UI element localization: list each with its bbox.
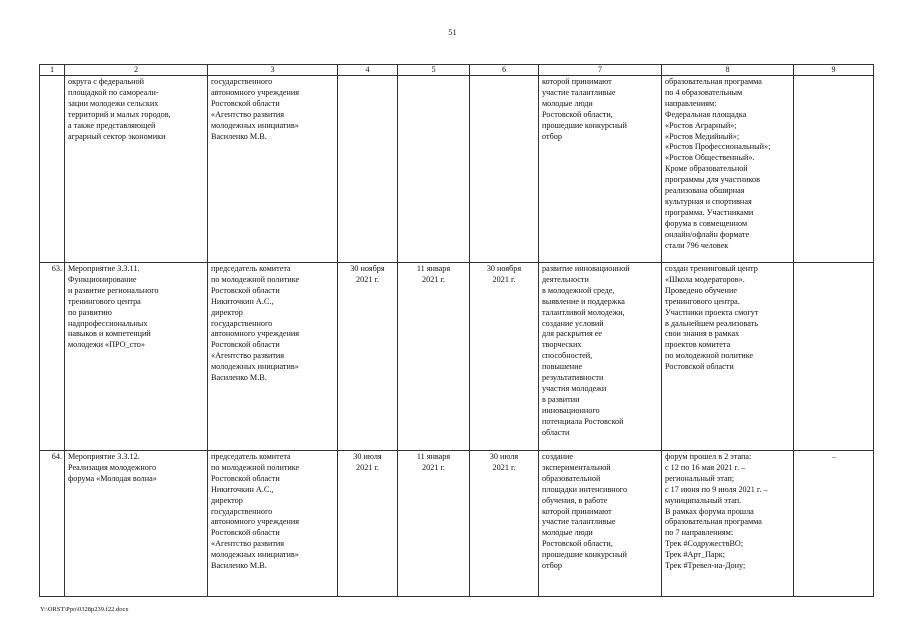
note: – [794,451,874,597]
note [794,263,874,451]
actual-start-date: 11 января 2021 г. [398,263,470,451]
actual-end-date: 30 ноября 2021 г. [470,263,539,451]
responsible-executor: государственного автономного учреждения Ростовской области «Агентство развития молодежных инициатив» Василенко М.В. [208,76,338,263]
file-path-footer: Y:\ORST\Ppo\0328p239.f22.docx [40,606,129,613]
planned-result: развитие инновационной деятельности в молодежной среде, выявление и поддержка талантливой молодежи, создание условий для раскрытия ее творческих способностей, повышение результативности участия молодежи в развитии инновационного потенциала Ростовской области [539,263,662,451]
header-col-5: 5 [398,65,470,76]
header-col-6: 6 [470,65,539,76]
responsible-executor: председатель комитета по молодежной политике Ростовской области Никиточкин А.С., директор государственного автономного учреждения Ростовской области «Агентство развития молодежных инициатив» Василенко М.В. [208,263,338,451]
actual-start-date: 11 января 2021 г. [398,451,470,597]
activity-name: Мероприятие 3.3.12. Реализация молодежного форума «Молодая волна» [65,451,208,597]
planned-result: которой принимают участие талантливые молодые люди Ростовской области, прошедшие конкурсный отбор [539,76,662,263]
planned-date: 30 июля 2021 г. [338,451,398,597]
table-row [40,263,874,451]
row-number: 64. [40,451,65,597]
planned-date [338,76,398,263]
row-number: 63. [40,263,65,451]
header-col-3: 3 [208,65,338,76]
row-number [40,76,65,263]
planned-result: создание экспериментальной образовательной площадки интенсивного обучения, в работе которой принимают участие талантливые молодые люди Ростовской области, прошедшие конкурсный отбор [539,451,662,597]
actual-start-date [398,76,470,263]
activity-name: Мероприятие 3.3.11. Функционирование и развитие регионального тренингового центра по развитию надпрофессиональных навыков и компетенций молодежи «ПРО_сто» [65,263,208,451]
header-col-7: 7 [539,65,662,76]
table-row [40,76,874,263]
page-number: 51 [448,27,457,37]
achieved-result: образовательная программа по 4 образовательным направлениям: Федеральная площадка «Ростов Аграрный»; «Ростов Медийный»; «Ростов Профессиональный»; «Ростов Общественный». Кроме образовательной программы для участников реализована обширная культурная и спортивная программа. Участниками форума в совмещенном онлайн/офлайн формате стали 796 человек [662,76,794,263]
note [794,76,874,263]
actual-end-date [470,76,539,263]
planned-date: 30 ноября 2021 г. [338,263,398,451]
header-col-2: 2 [65,65,208,76]
header-col-8: 8 [662,65,794,76]
achieved-result: форум прошел в 2 этапа: с 12 по 16 мая 2021 г. – региональный этап; с 17 июня по 9 июля 2021 г. – муниципальный этап. В рамках форума прошла образовательная программа по 7 направлениям: Трек #СодружествВО; Трек #Арт_Парк; Трек #Тревел-на-Дону; [662,451,794,597]
header-row [40,65,874,76]
report-table [39,64,874,597]
achieved-result: создан тренинговый центр «Школа модераторов». Проведено обучение тренингового центра. Участники проекта смогут в дальнейшем реализовать свои знания в рамках проектов комитета по молодежной политике Ростовской области [662,263,794,451]
responsible-executor: председатель комитета по молодежной политике Ростовской области Никиточкин А.С., директор государственного автономного учреждения Ростовской области «Агентство развития молодежных инициатив» Василенко М.В. [208,451,338,597]
header-col-1: 1 [40,65,65,76]
table-row [40,451,874,597]
actual-end-date: 30 июля 2021 г. [470,451,539,597]
header-col-4: 4 [338,65,398,76]
activity-name: округа с федеральной площадкой по самореали- зации молодежи сельских территорий и малых городов, а также представляющей аграрный сектор экономики [65,76,208,263]
header-col-9: 9 [794,65,874,76]
